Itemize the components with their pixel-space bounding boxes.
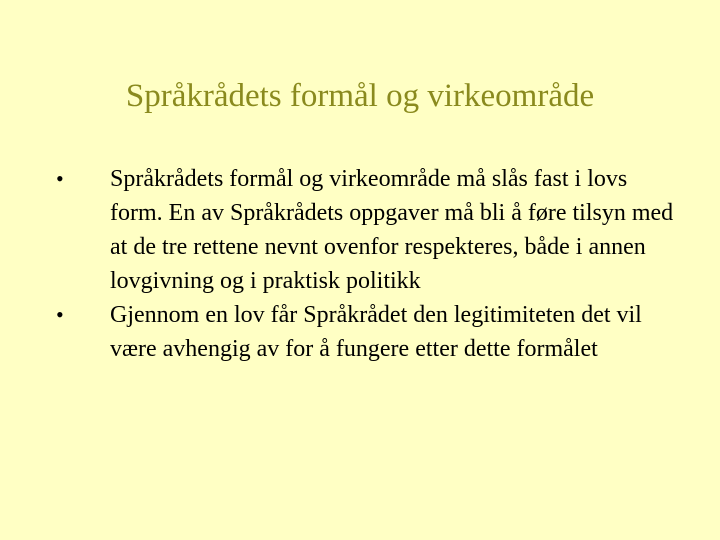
bullet-marker: •: [56, 166, 64, 191]
bullet-item: [56, 298, 676, 366]
bullet-text: Gjennom en lov får Språkrådet den legitimiteten det vil være avhengig av for å fungere etter dette formålet: [110, 302, 642, 362]
bullet-marker: •: [56, 302, 64, 327]
bullet-text: Språkrådets formål og virkeområde må slås fast i lovs form. En av Språkrådets oppgaver må bli å føre tilsyn med at de tre rettene nevnt ovenfor respekteres, både i annen lovgivning og i praktisk politikk: [110, 166, 674, 294]
slide-title: Språkrådets formål og virkeområde: [125, 78, 595, 114]
bullet-list: [56, 162, 676, 366]
bullet-item: [56, 162, 676, 298]
